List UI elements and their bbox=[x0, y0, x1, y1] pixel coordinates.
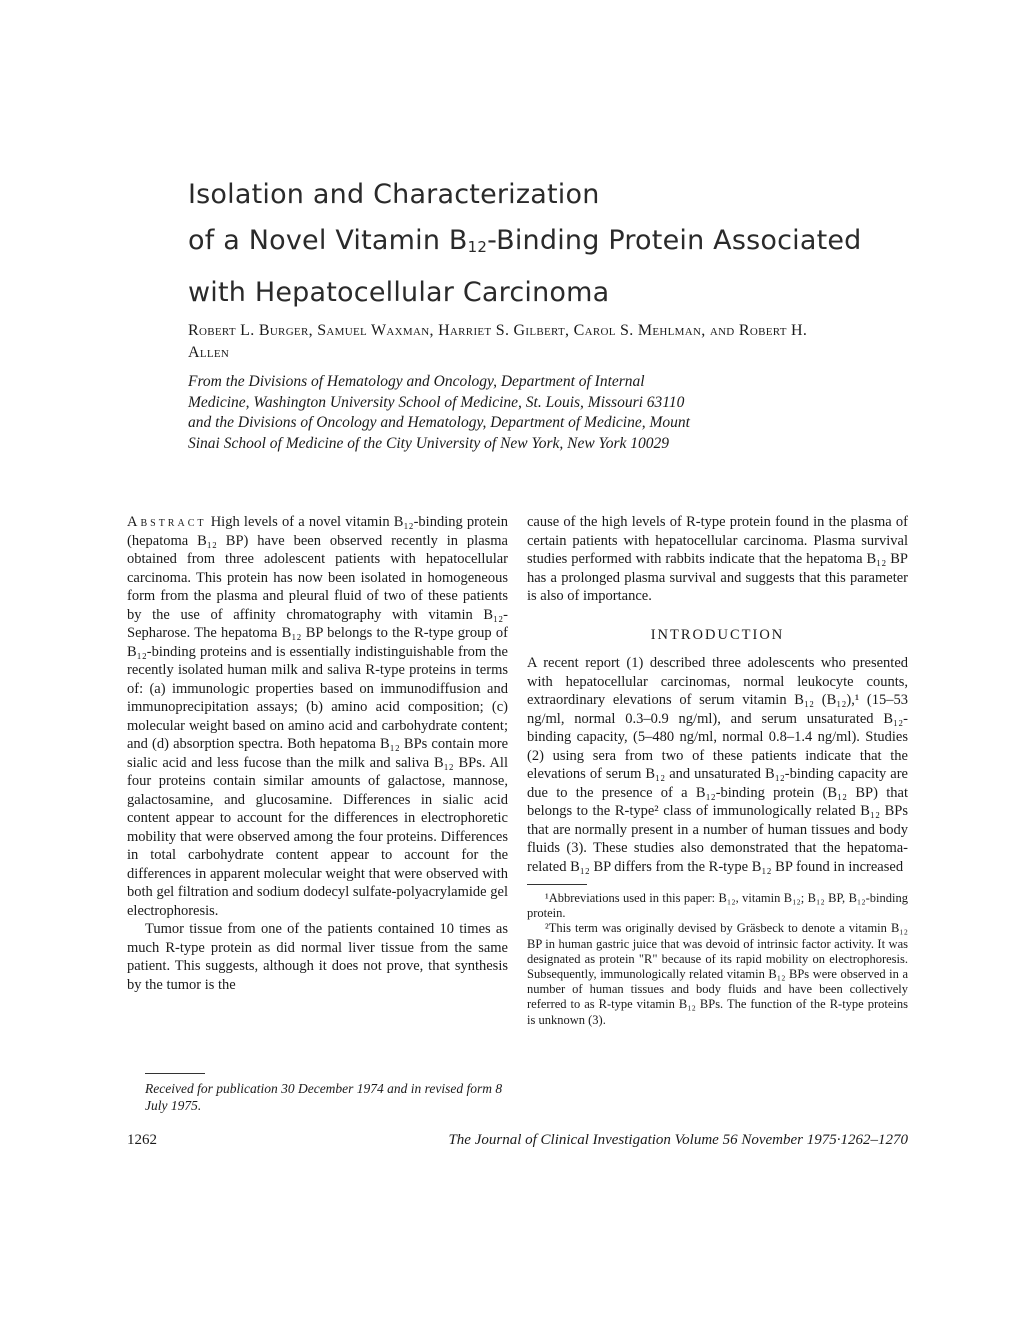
title-line-2 bbox=[188, 218, 888, 270]
affiliation: From the Divisions of Hematology and Oncology, Department of Internal Medicine, Washington University School of Medicine, St. Louis, Missouri 63110 and the Divisions of Oncology and Hematology, Department of Medicine, Mount Sinai School of Medicine of the City University of New York, New York 10029 bbox=[188, 373, 690, 452]
title-line-1: Isolation and Characterization bbox=[188, 179, 600, 210]
footnote-1: ¹Abbreviations used in this paper: B₁₂, vitamin B₁₂; B₁₂ BP, B₁₂-binding protein. bbox=[527, 891, 908, 921]
journal-citation: The Journal of Clinical Investigation Volume 56 November 1975·1262–1270 bbox=[448, 1132, 908, 1148]
author-list: Robert L. Burger, Samuel Waxman, Harriet S. Gilbert, Carol S. Mehlman, and Robert H. Allen bbox=[188, 322, 808, 361]
right-column bbox=[527, 513, 908, 1028]
title-line-2-start: of a Novel Vitamin B bbox=[188, 225, 468, 256]
introduction-heading: INTRODUCTION bbox=[650, 626, 785, 643]
footnote-divider bbox=[527, 884, 587, 885]
title-line-2-end: -Binding Protein Associated bbox=[487, 225, 862, 256]
introduction-text: A recent report (1) described three adolescents who presented with hepatocellular carcinomas, normal leukocyte counts, extraordinary elevations of serum vitamin B₁₂ (B₁₂),¹ (15–53 ng/ml, normal 0.3–0.9 ng/ml), and serum unsaturated B₁₂-binding capacity, (5–480 ng/ml, normal 0.8–1.4 ng/ml). Studies (2) using sera from two of these patients indicate that the elevations of serum B₁₂ and unsaturated B₁₂-binding capacity are due to the presence of a B₁₂-binding protein (B₁₂ BP) that belongs to the R-type² class of immunologically related B₁₂ BPs that are normally present in a number of human tissues and body fluids (3). These studies also demonstrated that the hepatoma-related B₁₂ BP differs from the R-type B₁₂ BP found in increased bbox=[527, 655, 908, 875]
abstract-paragraph-2: Tumor tissue from one of the patients contained 10 times as much R-type protein as did normal liver tissue from the same patient. This suggests, although it does not prove, that synthesis by the tumor is the bbox=[127, 921, 508, 993]
abstract-continuation: cause of the high levels of R-type protein found in the plasma of certain patients with hepatocellular carcinoma. Plasma survival studies performed with rabbits indicate that the hepatoma B₁₂ BP has a prolonged plasma survival and suggests that this parameter is also of importance. bbox=[527, 514, 908, 604]
abstract-text: High levels of a novel vitamin B₁₂-binding protein (hepatoma B₁₂ BP) have been observed recently in plasma obtained from three adolescent patients with hepatocellular carcinoma. This protein has now been isolated in homogeneous form from the plasma and pleural fluid of two of these patients by the use of affinity chromatography with vitamin B₁₂-Sepharose. The hepatoma B₁₂ BP belongs to the R-type group of B₁₂-binding proteins and is essentially indistinguishable from the recently isolated human milk and saliva R-type proteins in terms of: (a) immunologic properties based on immunodiffusion and immunoprecipitation assays; (b) amino acid composition; (c) molecular weight based on amino acid and carbohydrate content; and (d) absorption spectra. Both hepatoma B₁₂ BPs contain more sialic acid and less fucose than the milk and saliva B₁₂ BPs. All four proteins contain similar amounts of galactose, mannose, galactosamine, and glucosamine. Differences in sialic acid content appear to account for the differences in electrophoretic mobility that were observed among the four proteins. Differences in total carbohydrate content appear to account for the differences in apparent molecular weight that were observed with both gel filtration and sodium dodecyl sulfate-polyacrylamide gel electrophoresis. bbox=[127, 514, 509, 919]
page-number: 1262 bbox=[127, 1132, 157, 1148]
title-line-3: with Hepatocellular Carcinoma bbox=[188, 277, 610, 308]
abstract-paragraph bbox=[127, 513, 508, 920]
title-subscript: 12 bbox=[467, 238, 488, 256]
article-title bbox=[188, 172, 888, 316]
abstract-label: Abstract bbox=[127, 514, 207, 530]
left-column bbox=[127, 513, 508, 994]
footnote-rule bbox=[145, 1073, 205, 1074]
footnote-2: ²This term was originally devised by Gräsbeck to denote a vitamin B₁₂ BP in human gastric juice that was devoid of intrinsic factor activity. It was designated as protein "R" because of its rapid mobility on electrophoresis. Subsequently, immunologically related vitamin B₁₂ BPs were observed in a number of human tissues and body fluids and have been collectively referred to as R-type vitamin B₁₂ BPs. The function of the R-type proteins is unknown (3). bbox=[527, 921, 908, 1027]
footnotes bbox=[527, 891, 908, 1028]
received-note: Received for publication 30 December 1974 and in revised form 8 July 1975. bbox=[145, 1081, 503, 1113]
